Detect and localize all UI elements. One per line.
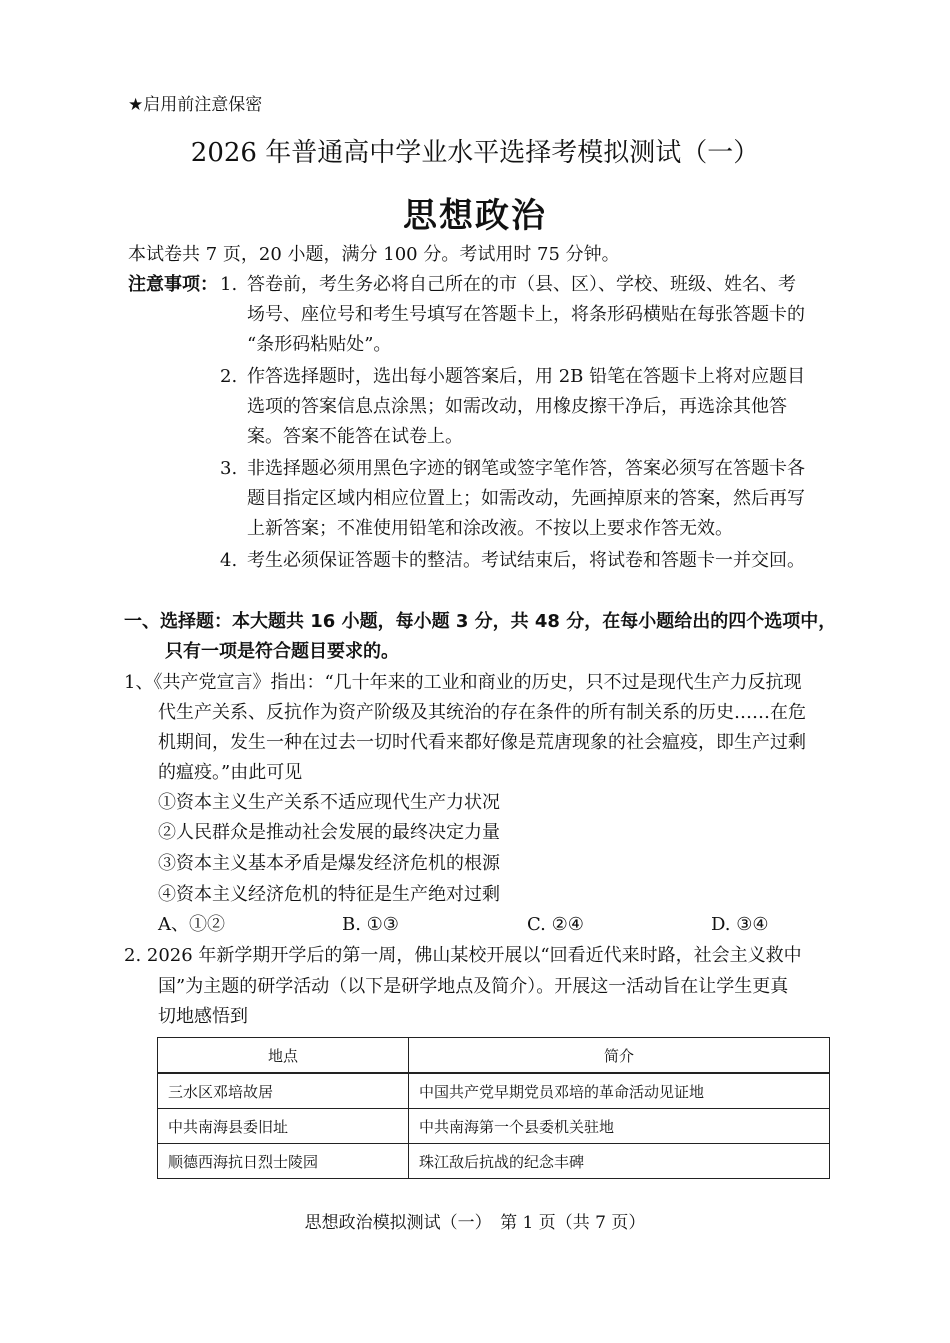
- option-a: A、①②: [158, 914, 225, 935]
- confidential-label: ★启用前注意保密: [128, 95, 263, 115]
- table-header-intro: 简介: [409, 1038, 830, 1074]
- statement-1: ①资本主义生产关系不适应现代生产力状况: [158, 792, 500, 813]
- note-line: 答卷前，考生务必将自己所在的市（县、区）、学校、班级、姓名、考: [247, 274, 796, 295]
- statement-3: ③资本主义基本矛盾是爆发经济危机的根源: [158, 853, 500, 874]
- table-cell: 中共南海第一个县委机关驻地: [409, 1109, 830, 1144]
- question-1-stem: 代生产关系、反抗作为资产阶级及其统治的存在条件的所有制关系的历史……在危: [158, 702, 806, 723]
- table-row: [158, 1109, 830, 1144]
- note-number: 2.: [220, 366, 238, 387]
- subject-title: 思想政治: [403, 196, 547, 236]
- question-1-stem: 1、《共产党宣言》指出：“几十年来的工业和商业的历史，只不过是现代生产力反抗现: [124, 672, 802, 693]
- notes-label: 注意事项：: [128, 274, 218, 295]
- question-2-stem: 国”为主题的研学活动（以下是研学地点及简介）。开展这一活动旨在让学生更真: [158, 976, 789, 997]
- option-c: C. ②④: [527, 914, 584, 935]
- statement-4: ④资本主义经济危机的特征是生产绝对过剩: [158, 884, 500, 905]
- section-heading-cont: 只有一项是符合题目要求的。: [165, 641, 399, 662]
- table-cell: 珠江敌后抗战的纪念丰碑: [409, 1144, 830, 1179]
- exam-title: 2026 年普通高中学业水平选择考模拟测试（一）: [190, 138, 760, 168]
- note-number: 3.: [220, 458, 238, 479]
- table-cell: 中共南海县委旧址: [158, 1109, 409, 1144]
- exam-intro: 本试卷共 7 页，20 小题，满分 100 分。考试用时 75 分钟。: [128, 244, 620, 265]
- note-line: 上新答案；不准使用铅笔和涂改液。不按以上要求作答无效。: [247, 518, 733, 539]
- page-footer: 思想政治模拟测试（一） 第 1 页（共 7 页）: [304, 1213, 646, 1233]
- note-line: 考生必须保证答题卡的整洁。考试结束后，将试卷和答题卡一并交回。: [247, 550, 805, 571]
- note-line: “条形码粘贴处”。: [247, 334, 392, 355]
- table-header-location: 地点: [158, 1038, 409, 1074]
- table-row: [158, 1073, 830, 1109]
- question-1-stem: 机期间，发生一种在过去一切时代看来都好像是荒唐现象的社会瘟疫，即生产过剩: [158, 732, 806, 753]
- option-d: D. ③④: [711, 914, 769, 935]
- note-number: 4.: [220, 550, 238, 571]
- note-line: 场号、座位号和考生号填写在答题卡上，将条形码横贴在每张答题卡的: [247, 304, 805, 325]
- statement-2: ②人民群众是推动社会发展的最终决定力量: [158, 822, 500, 843]
- table-cell: 顺德西海抗日烈士陵园: [158, 1144, 409, 1179]
- table-header-row: [158, 1038, 830, 1074]
- note-number: 1.: [220, 274, 238, 295]
- option-b: B. ①③: [342, 914, 399, 935]
- question-2-stem: 2. 2026 年新学期开学后的第一周，佛山某校开展以“回看近代来时路，社会主义救中: [124, 945, 802, 966]
- table-cell: 中国共产党早期党员邓培的革命活动见证地: [409, 1073, 830, 1109]
- note-line: 作答选择题时，选出每小题答案后，用 2B 铅笔在答题卡上将对应题目: [247, 366, 806, 387]
- note-line: 非选择题必须用黑色字迹的钢笔或签字笔作答，答案必须写在答题卡各: [247, 458, 805, 479]
- section-heading: 一、选择题：本大题共 16 小题，每小题 3 分，共 48 分，在每小题给出的四个选项中，: [124, 611, 837, 632]
- note-line: 选项的答案信息点涂黑；如需改动，用橡皮擦干净后，再选涂其他答: [247, 396, 787, 417]
- note-line: 题目指定区域内相应位置上；如需改动，先画掉原来的答案，然后再写: [247, 488, 805, 509]
- study-sites-table: [157, 1037, 830, 1179]
- question-2-stem: 切地感悟到: [158, 1006, 248, 1027]
- table-row: [158, 1144, 830, 1179]
- question-1-stem: 的瘟疫。”由此可见: [158, 762, 303, 783]
- table-cell: 三水区邓培故居: [158, 1073, 409, 1109]
- note-line: 案。答案不能答在试卷上。: [247, 426, 463, 447]
